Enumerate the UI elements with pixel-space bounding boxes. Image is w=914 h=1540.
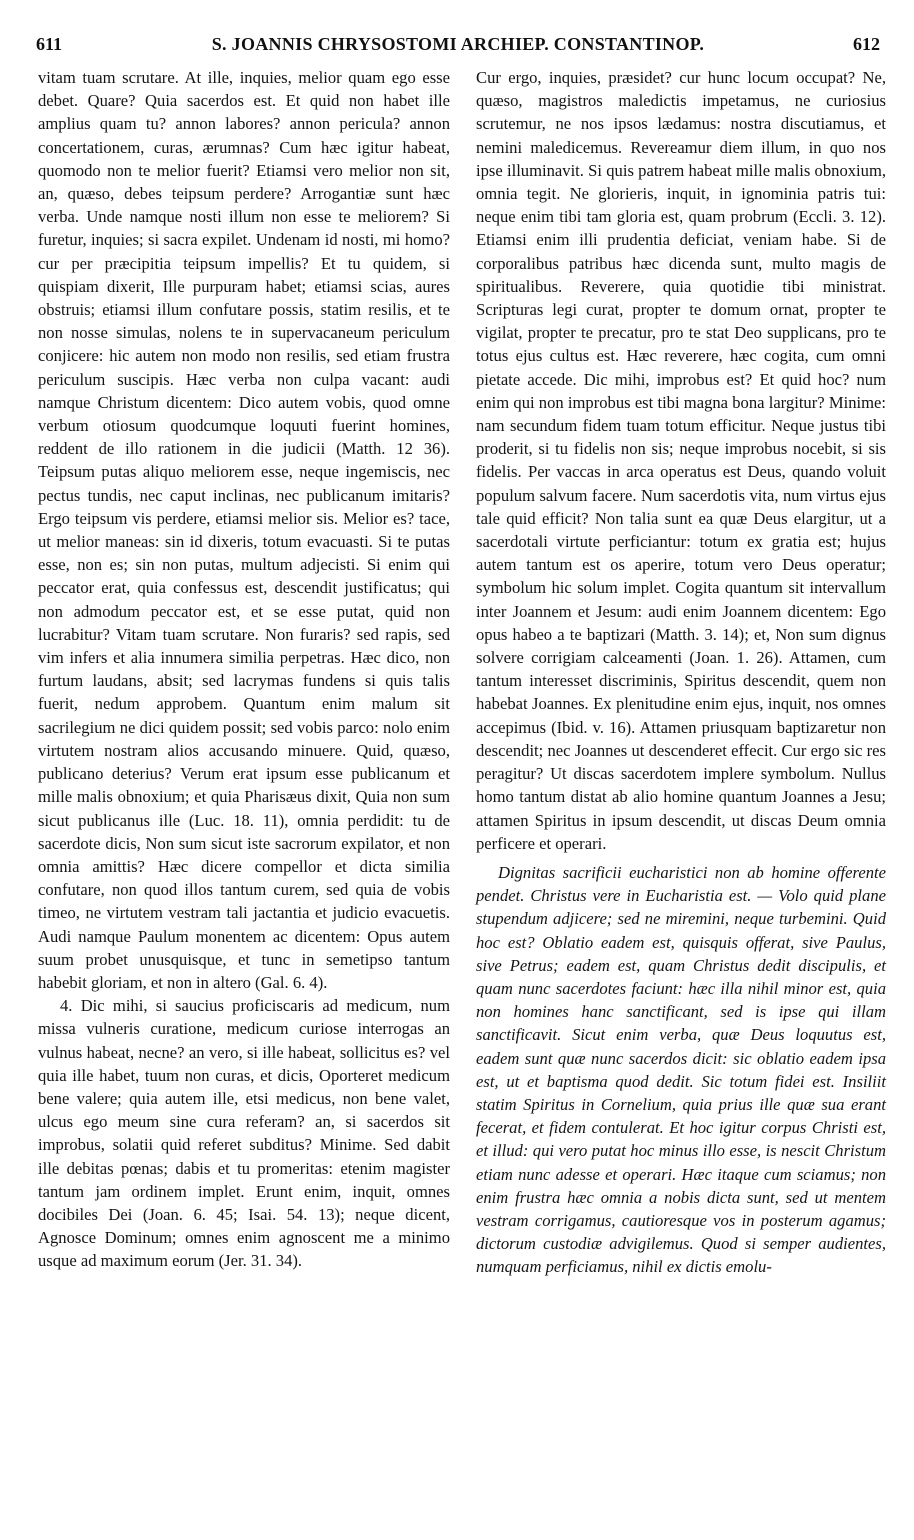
right-paragraph-2: Dignitas sacrificii eucharistici non ab homine offerente pendet. Christus vere in Eucharistia est. — Volo quid plane stupendum adjicere; sed ne miremini, neque turbemini. Quid hoc est? Oblatio eadem est, quisquis offerat, sive Paulus, sive Petrus; eadem est, quam Christus dedit discipulis, et quam nunc sacerdotes faciunt: hæc illa nihil minor est, quia non homines hanc sanctificant, sed is ipse qui illam sanctificavit. Sicut enim verba, quæ Deus loquutus est, eadem sunt quæ nunc sacerdos dicit: sic oblatio eadem ipsa est, ut et baptisma quod dedit. Sic totum fidei est. Insiliit statim Spiritus in Cornelium, quia prius ille quæ sua erant fecerat, et fidem contulerat. Et hoc igitur corpus Christi est, et illud: qui vero putat hoc minus illo esse, is nescit Christum etiam nunc adesse et operari. Hæc itaque cum sciamus; non enim frustra hæc omnia a nobis dicta sunt, sed ut mentem vestram corrigamus, cautioresque vos in posterum agamus; dictorum custodiæ advigilemus. Quod si semper audientes, numquam perficiamus, nihil ex dictis emolu-	[476, 862, 886, 1277]
right-column	[476, 66, 886, 1279]
left-paragraph-1: vitam tuam scrutare. At ille, inquies, melior quam ego esse debet. Quare? Quia sacerdos est. Et quid non habet ille amplius quam tu? annon labores? annon pericula? annon concertationem, curas, ærumnas? Cum hæc igitur habeat, quomodo non te melior fuerit? Etiamsi vero melior non sit, an, quæso, debes teipsum perdere? Arrogantiæ sunt hæc verba. Unde namque nosti illum non esse te meliorem? Si furetur, inquies; si sacra expilet. Undenam id nosti, mi homo? cur per præcipitia teipsum impellis? Et tu quidem, si quispiam dixerit, Ille purpuram habet; etiamsi scias, aures obstruis; etiamsi illum confutare possis, statim resilis, et te non nosse simulas, nolens te in supervacaneum periculum conjicere: hic autem non modo non resilis, sed etiam frustra periculum suscipis. Hæc verba non culpa vacant: audi namque Christum dicentem: Dico autem vobis, quod omne verbum otiosum quodcumque loquuti fuerint homines, reddent de illo rationem in die judicii (Matth. 12 36). Teipsum putas aliquo meliorem esse, neque ingemiscis, nec pectus tundis, nec caput inclinas, nec publicanum imitaris? Ergo teipsum vis perdere, etiamsi melior sis. Melior es? tace, ut melior maneas: sin id dixeris, totum evacuasti. Si te putas esse, non es; sin non putas, multum adjecisti. Si enim qui peccator erat, quia confessus est, descendit justificatus; qui non admodum peccator est, et se esse putat, quid non lucrabitur? Vitam tuam scrutare. Non furaris? sed rapis, sed vim infers et alia innumera similia perpetras. Hæc dico, non furtum laudans, absit; sed lacrymas fundens si quis talis fuerit, nedum approbem. Quantum enim malum sit sacrilegium ne dici quidem possit; sed vobis parco: nolo enim virtutem nostram alios accusando minuere. Quid, quæso, publicano deterius? Verum erat ipsum esse publicanum et mille malis obnoxium; et quia Pharisæus dixit, Quia non sum sicut publicanus ille (Luc. 18. 11), omnia perdidit: tu de sacerdote dicis, Non sum sicut iste sacrorum expilator, et non omnia amittis? Hæc dicere compellor et dicta similia confutare, non quod illos tantum curem, sed quia de vobis timeo, ne virtutem vestram tali jactantia et judicio evacuetis. Audi namque Paulum monentem ac dicentem: Opus autem suum probet unusquisque, et tunc in semetipso tantum habebit gloriam, et non in altero (Gal. 6. 4).	[38, 68, 450, 992]
left-paragraph-2: 4. Dic mihi, si saucius proficiscaris ad medicum, num missa vulneris curatione, medicum curiose interrogas an vulnus habeat, necne? an vero, si ille habeat, sollicitus es? vel quia ille habet, tuum non curas, et dicis, Oporteret medicum bene valere; quia autem ille, etsi medicus, non bene valet, ulcus ego meum sine cura referam? an, si sacerdos sit improbus, solatii quid referet subditus? Minime. Sed dabit ille debitas pœnas; dabis et tu promeritas: etenim magister tantum jam ordinem implet. Erunt enim, inquit, omnes docibiles Dei (Joan. 6. 45; Isai. 54. 13); neque dicent, Agnosce Dominum; omnes enim agnoscent me a minimo usque ad maximum eorum (Jer. 31. 34).	[38, 996, 450, 1271]
page-header	[36, 34, 880, 58]
right-paragraph-1: Cur ergo, inquies, præsidet? cur hunc locum occupat? Ne, quæso, magistros maledictis impetamus, ne curiosius scrutemur, ne nos ipsos lædamus: nostra discutiamus, et nemini maledicemus. Revereamur diem illum, in quo nos ipse illuminavit. Si quis patrem habeat mille malis obnoxium, omnia tegit. Ne glorieris, inquit, in ignominia patris tui: neque enim tibi tam gloria est, quam probrum (Eccli. 3. 12). Etiamsi enim illi prudentia deficiat, veniam habe. Si de corporalibus patribus hæc dicenda sunt, multo magis de spiritualibus. Reverere, quia quotidie tibi ministrat. Scripturas legi curat, propter te domum ornat, propter te vigilat, propter te precatur, pro te stat Deo supplicans, pro te totus ejus cultus est. Hæc reverere, hæc cogita, cum omni pietate accede. Dic mihi, improbus est? Et quid hoc? num enim qui non improbus est tibi magna bona largitur? Minime: nam secundum fidem tuam totum efficitur. Neque justus tibi proderit, si tu fidelis non sis; neque improbus nocebit, si sis fidelis. Per vaccas in arca operatus est Deus, quando voluit populum salvum facere. Num sacerdotis vita, num virtus ejus tale quid efficit? Non talia sunt ea quæ Deus elargitur, ut a sacerdotali virtute perficiantur: totum ex gratia est; hujus autem tantum est os aperire, totum vero Deus operatur; symbolum hic solum implet. Cogita quantum sit intervallum inter Joannem et Jesum: audi enim Joannem dicentem: Ego opus habeo a te baptizari (Matth. 3. 14); et, Non sum dignus solvere corrigiam calceamenti (Joan. 1. 26). Attamen, cum tantum interesset discriminis, Spiritus descendit, quem non habebat Joannes. Ex plenitudine enim ejus, inquit, nos omnes accepimus (Ibid. v. 16). Attamen priusquam baptizaretur non descendit; nec Joannes ut descenderet effecit. Cur ergo sic res peragitur? Ut discas sacerdotem implere symbolum. Nullus homo tantum distat ab alio homine quantum Joannes a Jesu; attamen Spiritus in ipsum descendit, ut discas Deum omnia perficere et operari.	[476, 68, 886, 853]
left-column	[38, 66, 450, 1273]
page-number-left: 611	[36, 34, 63, 54]
running-title: S. JOANNIS CHRYSOSTOMI ARCHIEP. CONSTANTINOP.	[211, 34, 705, 54]
page-number-right: 612	[853, 34, 880, 54]
